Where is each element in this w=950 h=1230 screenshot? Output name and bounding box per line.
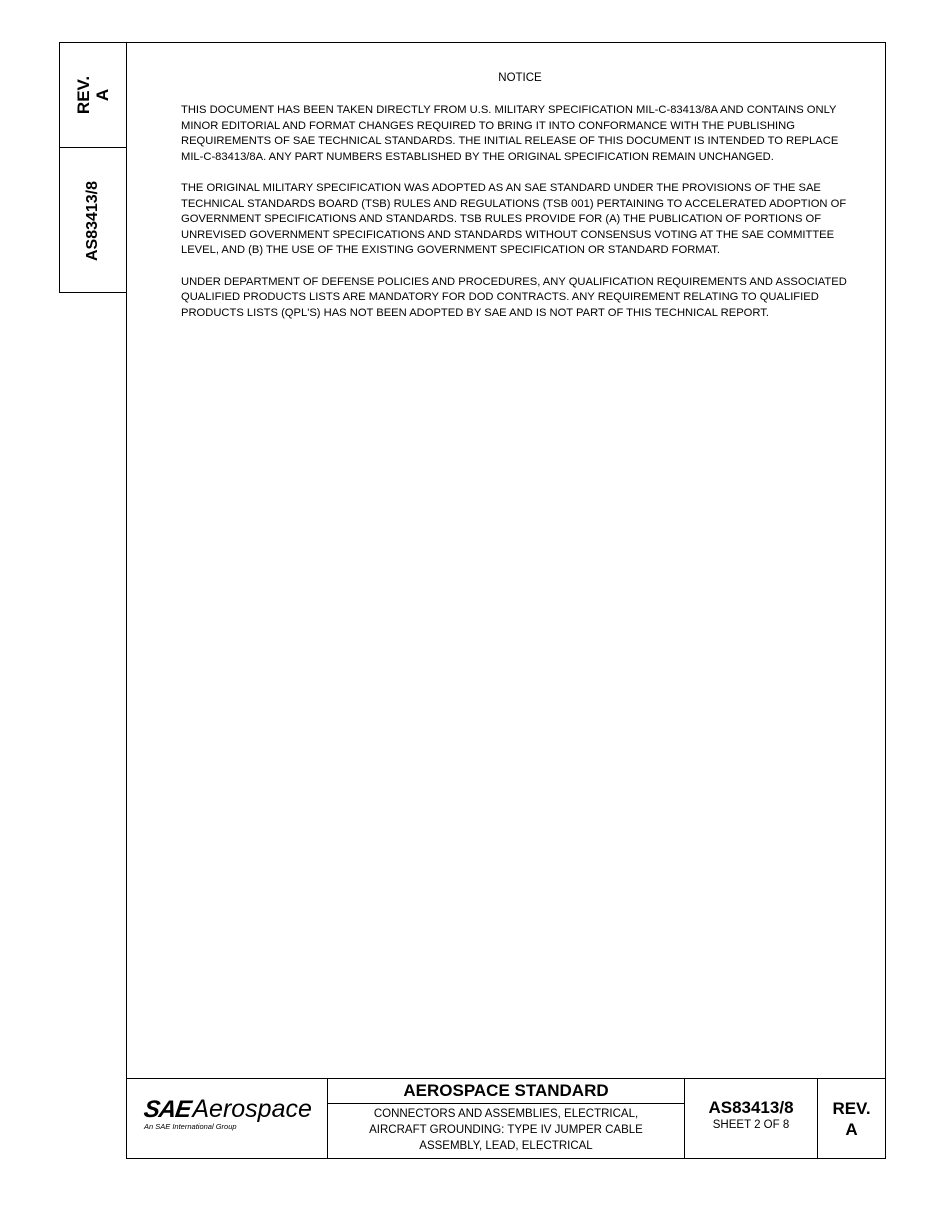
side-rev-label: REV. <box>74 75 93 115</box>
side-rev-value: A <box>93 88 112 102</box>
revision-value: A <box>845 1120 858 1139</box>
logo-aerospace-text: Aerospace <box>192 1095 312 1123</box>
doc-number-cell <box>685 1079 818 1159</box>
notice-paragraph: THIS DOCUMENT HAS BEEN TAKEN DIRECTLY FROM U.S. MILITARY SPECIFICATION MIL-C-83413/8A AND CONTAINS ONLY MINOR EDITORIAL AND FORMAT CHANGES REQUIRED TO BRING IT INTO CONFORMANCE WITH THE PUBLISHING REQUIREMENTS OF SAE TECHNICAL STANDARDS. THE INITIAL RELEASE OF THIS DOCUMENT IS INTENDED TO REPLACE MIL-C-83413/8A. ANY PART NUMBERS ESTABLISHED BY THE ORIGINAL SPECIFICATION REMAIN UNCHANGED. <box>181 104 839 163</box>
logo-sae-text: SAE <box>142 1096 193 1123</box>
logo-cell <box>126 1079 328 1159</box>
title-cell <box>328 1079 685 1159</box>
side-doc-id: AS83413/8 <box>84 180 101 261</box>
notice-paragraph: THE ORIGINAL MILITARY SPECIFICATION WAS ADOPTED AS AN SAE STANDARD UNDER THE PROVISIONS OF THE SAE TECHNICAL STANDARDS BOARD (TSB) RULES AND REGULATIONS (TSB 001) PERTAINING TO ACCELERATED ADOPTION OF GOVERNMENT SPECIFICATIONS AND STANDARDS. TSB RULES PROVIDE FOR (A) THE PUBLICATION OF PORTIONS OF UNREVISED GOVERNMENT SPECIFICATIONS AND STANDARDS WITHOUT CONSENSUS VOTING AT THE SAE COMMITTEE LEVEL, AND (B) THE USE OF THE EXISTING GOVERNMENT SPECIFICATION OR STANDARD FORMAT. <box>181 181 847 257</box>
notice-title: NOTICE <box>498 72 542 84</box>
description-line: CONNECTORS AND ASSEMBLIES, ELECTRICAL, <box>373 1108 639 1120</box>
revision <box>818 1098 885 1140</box>
side-rev-text <box>74 76 112 114</box>
revision-label: REV. <box>832 1099 871 1118</box>
side-tab <box>59 42 127 293</box>
description-line: ASSEMBLY, LEAD, ELECTRICAL <box>419 1140 593 1152</box>
side-rev-cell <box>60 43 126 148</box>
standard-description <box>328 1106 684 1154</box>
notice-body <box>181 103 861 337</box>
sae-aerospace-logo <box>144 1095 312 1131</box>
standard-heading: AEROSPACE STANDARD <box>328 1079 684 1104</box>
logo-subtitle: An SAE International Group <box>144 1122 237 1131</box>
description-line: AIRCRAFT GROUNDING: TYPE IV JUMPER CABLE <box>369 1124 643 1136</box>
side-id-cell <box>60 148 126 293</box>
sheet-number: SHEET 2 OF 8 <box>712 1119 790 1131</box>
doc-number: AS83413/8 <box>708 1098 794 1117</box>
revision-cell <box>818 1079 885 1159</box>
notice-paragraph: UNDER DEPARTMENT OF DEFENSE POLICIES AND PROCEDURES, ANY QUALIFICATION REQUIREMENTS AND ASSOCIATED QUALIFIED PRODUCTS LISTS ARE MANDATORY FOR DOD CONTRACTS. ANY REQUIREMENT RELATING TO QUALIFIED PRODUCTS LISTS (QPL'S) HAS NOT BEEN ADOPTED BY SAE AND IS NOT PART OF THIS TECHNICAL REPORT. <box>181 275 847 319</box>
title-block <box>126 1078 886 1159</box>
